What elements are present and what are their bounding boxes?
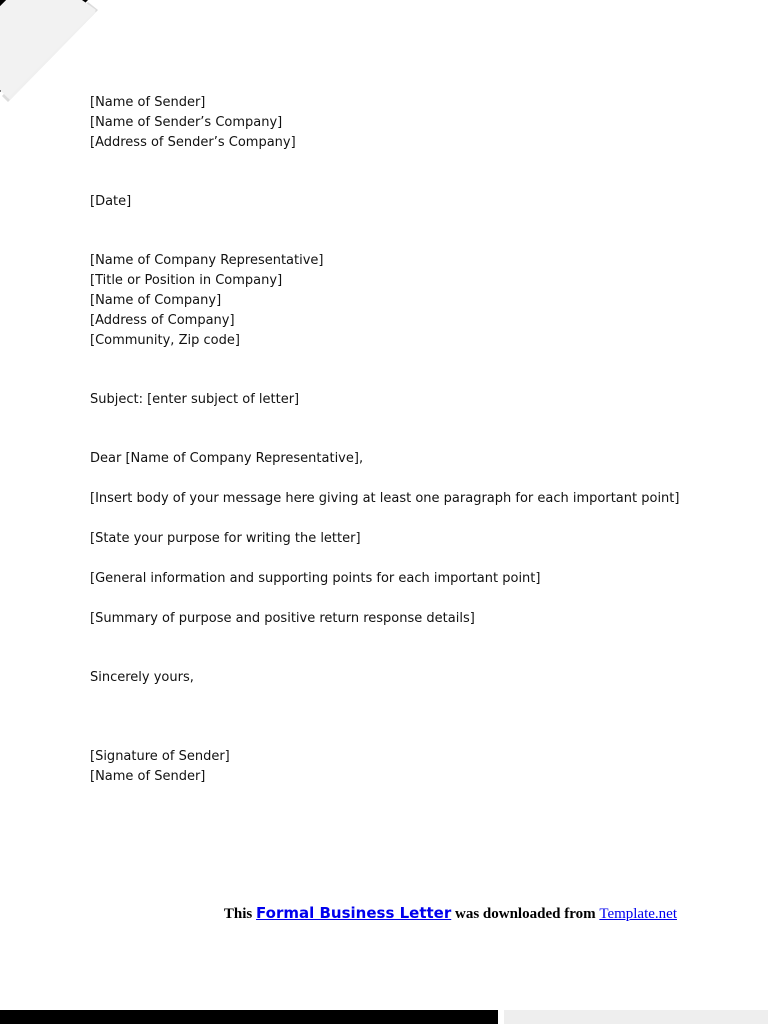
- bottom-bar-light: [504, 1010, 768, 1024]
- body-paragraph: [State your purpose for writing the letter]: [90, 531, 361, 546]
- sender-company: [Name of Sender’s Company]: [90, 115, 283, 130]
- recipient-company: [Name of Company]: [90, 293, 222, 308]
- body-paragraph: [Summary of purpose and positive return response details]: [90, 611, 475, 626]
- recipient-address: [Address of Company]: [90, 313, 235, 328]
- footer-middle: was downloaded from: [455, 906, 596, 922]
- recipient-community: [Community, Zip code]: [90, 333, 240, 348]
- recipient-title: [Title or Position in Company]: [90, 273, 283, 288]
- template-net-link[interactable]: Template.net: [599, 906, 677, 922]
- letter-body: [90, 93, 710, 787]
- letter-closing: Sincerely yours,: [90, 670, 194, 685]
- sender-address: [Address of Sender’s Company]: [90, 135, 296, 150]
- recipient-block: [90, 251, 710, 351]
- body-paragraph: [Insert body of your message here giving at least one paragraph for each important point]: [90, 491, 680, 506]
- letter-salutation: Dear [Name of Company Representative],: [90, 451, 364, 466]
- body-paragraph: [General information and supporting points for each important point]: [90, 571, 541, 586]
- signature-name: [Name of Sender]: [90, 769, 206, 784]
- letter-subject: Subject: [enter subject of letter]: [90, 392, 300, 407]
- bottom-bar: [0, 1010, 498, 1024]
- formal-business-letter-link[interactable]: Formal Business Letter: [256, 904, 452, 922]
- recipient-name: [Name of Company Representative]: [90, 253, 324, 268]
- page-curl-decoration: [0, 0, 100, 104]
- signature-line: [Signature of Sender]: [90, 749, 230, 764]
- sender-block: [90, 93, 710, 153]
- sender-name: [Name of Sender]: [90, 95, 206, 110]
- download-footer: [224, 904, 677, 923]
- signature-block: [90, 747, 710, 787]
- footer-prefix: This: [223, 906, 253, 922]
- letter-date: [Date]: [90, 194, 132, 209]
